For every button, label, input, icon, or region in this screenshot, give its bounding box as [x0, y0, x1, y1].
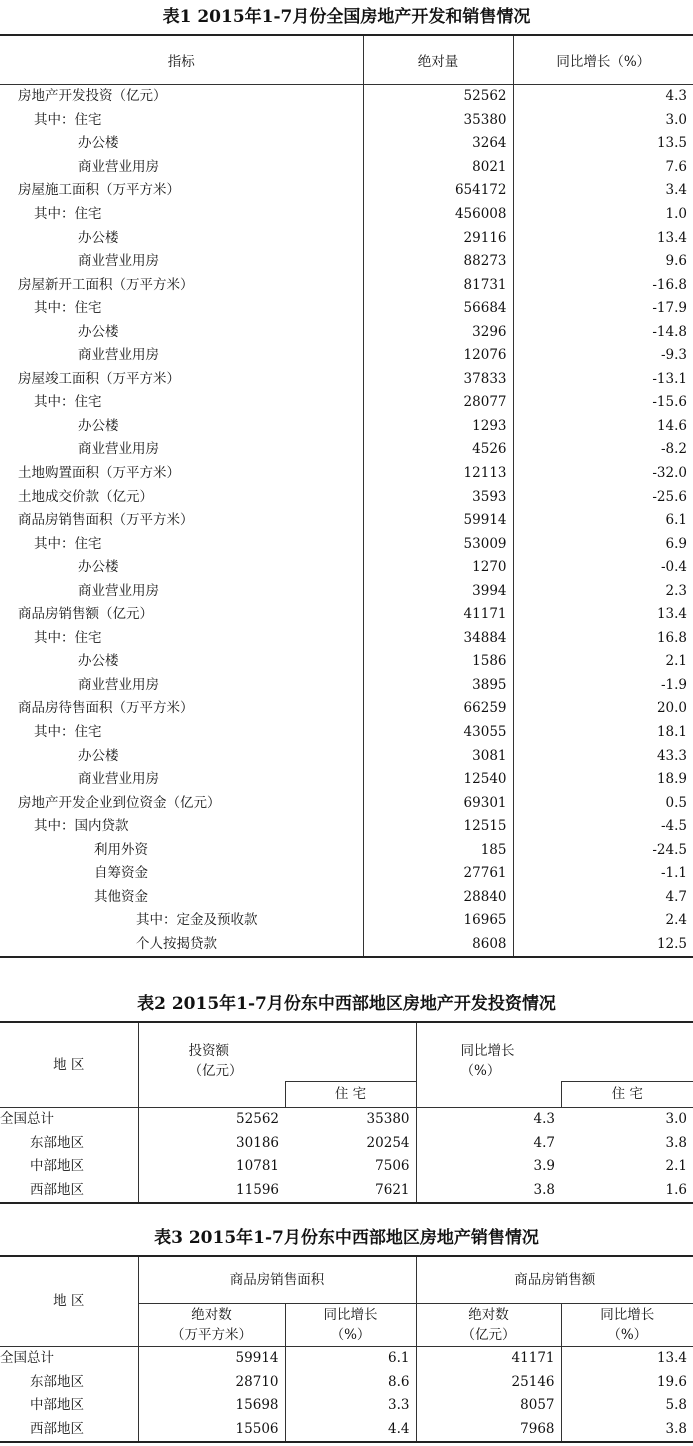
absolute-value: 12515	[363, 815, 513, 839]
table3-row	[0, 1417, 693, 1442]
region-label: 中部地区	[0, 1155, 138, 1179]
absolute-value: 8021	[363, 156, 513, 180]
indicator-label: 办公楼	[78, 323, 119, 340]
indicator-label: 房屋新开工面积（万平方米）	[18, 276, 194, 293]
growth-value: -8.2	[660, 441, 687, 458]
sales-value: 7968	[416, 1417, 561, 1442]
table1-row	[0, 391, 693, 415]
table1-row	[0, 156, 693, 180]
table1-row	[0, 768, 693, 792]
invest-value: 10781	[236, 1158, 279, 1175]
absolute-value: 8608	[363, 933, 513, 958]
invest-housing-value: 7506	[285, 1155, 416, 1179]
indicator-label: 办公楼	[78, 559, 119, 576]
growth-value: 16.8	[656, 629, 687, 646]
growth-value: 4.3	[533, 1111, 555, 1128]
area-value: 15698	[138, 1394, 285, 1418]
growth-value: -15.6	[652, 394, 687, 411]
table1-row	[0, 203, 693, 227]
region-label: 西部地区	[0, 1417, 138, 1442]
absolute-value: 88273	[363, 250, 513, 274]
growth-value: -16.8	[652, 276, 687, 293]
indicator-label: 商业营业用房	[78, 347, 159, 364]
growth-value: 13.4	[656, 606, 687, 623]
indicator-label: 其中：住宅	[34, 111, 102, 128]
table1-row	[0, 485, 693, 509]
table1-row	[0, 886, 693, 910]
indicator-label: 商品房销售面积（万平方米）	[18, 512, 194, 529]
absolute-value: 34884	[363, 627, 513, 651]
table1-row	[0, 815, 693, 839]
growth-value: 0.5	[665, 794, 687, 811]
sales-growth-value: 19.6	[656, 1373, 687, 1390]
absolute-value: 12076	[363, 344, 513, 368]
growth-value: 3.0	[665, 111, 687, 128]
t2-header-invest: 投资额 （亿元）	[188, 1043, 243, 1079]
growth-value: -0.4	[660, 559, 687, 576]
table1-row	[0, 650, 693, 674]
absolute-value: 27761	[363, 862, 513, 886]
invest-value: 30186	[236, 1134, 279, 1151]
absolute-value: 52562	[363, 85, 513, 109]
indicator-label: 办公楼	[78, 417, 119, 434]
table1-row	[0, 415, 693, 439]
indicator-label: 其中：住宅	[34, 629, 102, 646]
indicator-label: 商业营业用房	[78, 253, 159, 270]
invest-housing-value: 35380	[285, 1107, 416, 1131]
table1-row	[0, 226, 693, 250]
table1-row	[0, 744, 693, 768]
table1-row	[0, 909, 693, 933]
growth-value: 14.6	[656, 417, 687, 434]
indicator-label: 商业营业用房	[78, 771, 159, 788]
absolute-value: 28077	[363, 391, 513, 415]
header-indicator: 指标	[0, 35, 363, 85]
growth-housing-value: 1.6	[665, 1181, 687, 1198]
table1-row	[0, 250, 693, 274]
header-growth: 同比增长（%）	[513, 35, 693, 85]
t3-sub-area-abs: 绝对数 （万平方米）	[138, 1303, 285, 1346]
t3-sub-area-growth: 同比增长 （%）	[285, 1303, 416, 1346]
absolute-value: 35380	[363, 109, 513, 133]
table1-row	[0, 109, 693, 133]
table3-row	[0, 1370, 693, 1394]
absolute-value: 3895	[363, 674, 513, 698]
table1-row	[0, 627, 693, 651]
region-label: 东部地区	[0, 1370, 138, 1394]
region-label: 全国总计	[0, 1107, 138, 1131]
absolute-value: 3264	[363, 132, 513, 156]
t3-sub-sales-growth: 同比增长 （%）	[561, 1303, 693, 1346]
absolute-value: 56684	[363, 297, 513, 321]
absolute-value: 81731	[363, 273, 513, 297]
growth-value: 18.9	[656, 771, 687, 788]
absolute-value: 41171	[363, 603, 513, 627]
absolute-value: 185	[363, 839, 513, 863]
sales-value: 8057	[416, 1394, 561, 1418]
area-growth-value: 3.3	[285, 1394, 416, 1418]
absolute-value: 654172	[363, 179, 513, 203]
table1-row	[0, 839, 693, 863]
absolute-value: 1293	[363, 415, 513, 439]
absolute-value: 4526	[363, 438, 513, 462]
growth-value: -14.8	[652, 323, 687, 340]
growth-value: -1.9	[660, 676, 687, 693]
growth-value: 13.5	[656, 135, 687, 152]
table1-row	[0, 297, 693, 321]
growth-value: -32.0	[652, 465, 687, 482]
table2-row	[0, 1107, 693, 1131]
growth-value: 9.6	[665, 253, 687, 270]
growth-value: 18.1	[656, 724, 687, 741]
table1-row	[0, 509, 693, 533]
region-label: 东部地区	[0, 1131, 138, 1155]
indicator-label: 其中：住宅	[34, 724, 102, 741]
indicator-label: 房地产开发企业到位资金（亿元）	[18, 794, 221, 811]
indicator-label: 商业营业用房	[78, 582, 159, 599]
t3-header-sales: 商品房销售额	[416, 1256, 693, 1303]
table1-header-row	[0, 35, 693, 85]
t2-header-housing-invest: 住 宅	[285, 1081, 416, 1107]
table1-row	[0, 603, 693, 627]
indicator-label: 个人按揭贷款	[136, 935, 217, 952]
growth-value: -4.5	[660, 818, 687, 835]
indicator-label: 其中：住宅	[34, 394, 102, 411]
growth-value: -17.9	[652, 300, 687, 317]
sales-growth-value: 3.8	[665, 1420, 687, 1437]
t3-header-region: 地 区	[0, 1256, 138, 1346]
indicator-label: 办公楼	[78, 229, 119, 246]
growth-value: -25.6	[652, 488, 687, 505]
growth-value: 13.4	[656, 229, 687, 246]
absolute-value: 3994	[363, 579, 513, 603]
growth-value: 3.4	[665, 182, 687, 199]
table2-row	[0, 1131, 693, 1155]
indicator-label: 土地成交价款（亿元）	[18, 488, 153, 505]
table1-row	[0, 132, 693, 156]
table1-row	[0, 674, 693, 698]
table1-row	[0, 532, 693, 556]
absolute-value: 12113	[363, 462, 513, 486]
indicator-label: 办公楼	[78, 747, 119, 764]
invest-housing-value: 20254	[285, 1131, 416, 1155]
growth-value: 6.9	[665, 535, 687, 552]
table3-row	[0, 1394, 693, 1418]
table1-row	[0, 697, 693, 721]
absolute-value: 16965	[363, 909, 513, 933]
absolute-value: 53009	[363, 532, 513, 556]
growth-value: 1.0	[665, 206, 687, 222]
growth-value: 4.3	[665, 88, 687, 105]
absolute-value: 43055	[363, 721, 513, 745]
indicator-label: 商品房销售额（亿元）	[18, 606, 153, 623]
growth-value: 7.6	[665, 158, 687, 175]
region-label: 西部地区	[0, 1178, 138, 1203]
growth-value: 43.3	[656, 747, 687, 764]
table2-title: 表2 2015年1-7月份东中西部地区房地产开发投资情况	[137, 994, 556, 1014]
table1-row	[0, 579, 693, 603]
absolute-value: 1586	[363, 650, 513, 674]
table1-row	[0, 344, 693, 368]
absolute-value: 3081	[363, 744, 513, 768]
absolute-value: 1270	[363, 556, 513, 580]
table1-row	[0, 179, 693, 203]
sales-growth-value: 5.8	[665, 1397, 687, 1414]
area-growth-value: 8.6	[285, 1370, 416, 1394]
growth-value: 3.8	[533, 1181, 555, 1198]
indicator-label: 房屋施工面积（万平方米）	[18, 182, 180, 199]
area-value: 59914	[138, 1346, 285, 1370]
region-label: 全国总计	[0, 1346, 138, 1370]
growth-value: -24.5	[652, 841, 687, 858]
table1-row	[0, 273, 693, 297]
absolute-value: 28840	[363, 886, 513, 910]
indicator-label: 房屋竣工面积（万平方米）	[18, 370, 180, 387]
t2-header-growth: 同比增长 （%）	[460, 1043, 515, 1079]
table3-row	[0, 1346, 693, 1370]
table2	[0, 1021, 693, 1204]
table1-row	[0, 85, 693, 109]
growth-value: 6.1	[665, 512, 687, 529]
growth-value: 3.9	[533, 1158, 555, 1175]
t3-header-area: 商品房销售面积	[138, 1256, 416, 1303]
absolute-value: 59914	[363, 509, 513, 533]
table1-row	[0, 862, 693, 886]
table1	[0, 34, 693, 958]
absolute-value: 37833	[363, 368, 513, 392]
table2-row	[0, 1178, 693, 1203]
invest-value: 52562	[236, 1111, 279, 1128]
growth-value: 2.4	[665, 912, 687, 929]
t3-sub-sales-abs: 绝对数 （亿元）	[416, 1303, 561, 1346]
sales-value: 41171	[416, 1346, 561, 1370]
growth-value: 20.0	[656, 700, 687, 717]
table1-row	[0, 791, 693, 815]
growth-housing-value: 3.8	[665, 1134, 687, 1151]
indicator-label: 其中：住宅	[34, 300, 102, 317]
area-growth-value: 6.1	[285, 1346, 416, 1370]
absolute-value: 66259	[363, 697, 513, 721]
table1-row	[0, 368, 693, 392]
indicator-label: 利用外资	[94, 841, 148, 858]
growth-value: 4.7	[665, 888, 687, 905]
indicator-label: 自筹资金	[94, 865, 148, 882]
indicator-label: 其中：定金及预收款	[136, 912, 258, 929]
t2-header-region: 地 区	[0, 1022, 138, 1107]
table1-row	[0, 933, 693, 958]
growth-housing-value: 3.0	[665, 1111, 687, 1128]
growth-value: 4.7	[533, 1134, 555, 1151]
absolute-value: 69301	[363, 791, 513, 815]
sales-growth-value: 13.4	[656, 1350, 687, 1367]
growth-value: 12.5	[656, 935, 687, 952]
growth-housing-value: 2.1	[665, 1158, 687, 1175]
invest-value: 11596	[236, 1181, 279, 1198]
indicator-label: 房地产开发投资（亿元）	[18, 88, 167, 105]
indicator-label: 其中：国内贷款	[34, 818, 129, 835]
region-label: 中部地区	[0, 1394, 138, 1418]
table1-row	[0, 556, 693, 580]
table1-row	[0, 320, 693, 344]
invest-housing-value: 7621	[285, 1178, 416, 1203]
indicator-label: 商业营业用房	[78, 158, 159, 175]
header-absolute: 绝对量	[363, 35, 513, 85]
absolute-value: 3593	[363, 485, 513, 509]
area-value: 28710	[138, 1370, 285, 1394]
table1-row	[0, 721, 693, 745]
table1-row	[0, 462, 693, 486]
growth-value: -1.1	[660, 865, 687, 882]
indicator-label: 商业营业用房	[78, 441, 159, 458]
table1-row	[0, 438, 693, 462]
growth-value: -13.1	[652, 370, 687, 387]
table2-row	[0, 1155, 693, 1179]
growth-value: 2.3	[665, 582, 687, 599]
area-value: 15506	[138, 1417, 285, 1442]
absolute-value: 456008	[363, 203, 513, 227]
area-growth-value: 4.4	[285, 1417, 416, 1442]
indicator-label: 办公楼	[78, 653, 119, 670]
absolute-value: 3296	[363, 320, 513, 344]
indicator-label: 土地购置面积（万平方米）	[18, 465, 180, 482]
absolute-value: 29116	[363, 226, 513, 250]
sales-value: 25146	[416, 1370, 561, 1394]
table1-title: 表1 2015年1-7月份全国房地产开发和销售情况	[162, 7, 531, 27]
absolute-value: 12540	[363, 768, 513, 792]
table3	[0, 1255, 693, 1443]
growth-value: 2.1	[665, 653, 687, 670]
indicator-label: 其中：住宅	[34, 206, 102, 222]
indicator-label: 其中：住宅	[34, 535, 102, 552]
table3-title: 表3 2015年1-7月份东中西部地区房地产销售情况	[154, 1228, 539, 1248]
indicator-label: 商品房待售面积（万平方米）	[18, 700, 194, 717]
growth-value: -9.3	[660, 347, 687, 364]
t2-header-housing-growth: 住 宅	[561, 1081, 693, 1107]
indicator-label: 其他资金	[94, 888, 148, 905]
indicator-label: 办公楼	[78, 135, 119, 152]
indicator-label: 商业营业用房	[78, 676, 159, 693]
